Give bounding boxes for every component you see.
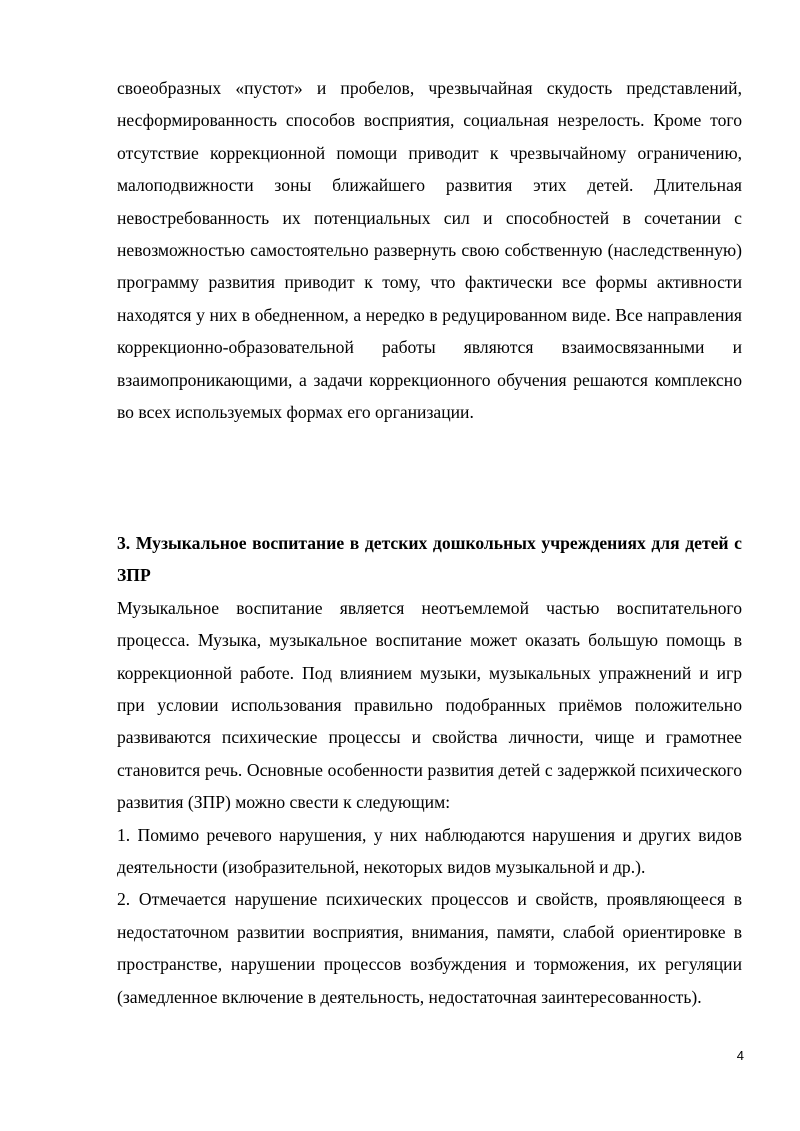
section-text-block	[117, 527, 742, 1013]
list-item: 1. Помимо речевого нарушения, у них наблюдаются нарушения и других видов деятельности (изобразительной, некоторых видов музыкальной и др.).	[117, 824, 742, 878]
page-number: 4	[736, 1048, 744, 1063]
list-item: 2. Отмечается нарушение психических процессов и свойств, проявляющееся в недостаточном развитии восприятия, внимания, памяти, слабой ориентировке в пространстве, нарушении процессов возбуждения и торможения, их регуляции (замедленное включение в деятельность, недостаточная заинтересованность).	[117, 889, 742, 1007]
section-paragraph: Музыкальное воспитание является неотъемлемой частью воспитательного процесса. Музыка, музыкальное воспитание может оказать большую помощь в коррекционной работе. Под влиянием музыки, музыкальных упражнений и игр при условии использования правильно подобранных приёмов положительно развиваются психические процессы и свойства личности, чище и грамотнее становится речь. Основные особенности развития детей с задержкой психического развития (ЗПР) можно свести к следующим:	[117, 597, 742, 813]
section-heading: 3. Музыкальное воспитание в детских дошкольных учреждениях для детей с ЗПР	[117, 533, 742, 586]
intro-text-block	[117, 72, 742, 428]
intro-paragraph: своеобразных «пустот» и пробелов, чрезвычайная скудость представлений, несформированность способов восприятия, социальная незрелость. Кроме того отсутствие коррекционной помощи приводит к чрезвычайному ограничению, малоподвижности зоны ближайшего развития этих детей. Длительная невостребованность их потенциальных сил и способностей в сочетании с невозможностью самостоятельно развернуть свою собственную (наследственную) программу развития приводит к тому, что фактически все формы активности находятся у них в обедненном, а нередко в редуцированном виде. Все направления коррекционно-образовательной работы являются взаимосвязанными и взаимопроникающими, а задачи коррекционного обучения решаются комплексно во всех используемых формах его организации.	[117, 78, 742, 423]
